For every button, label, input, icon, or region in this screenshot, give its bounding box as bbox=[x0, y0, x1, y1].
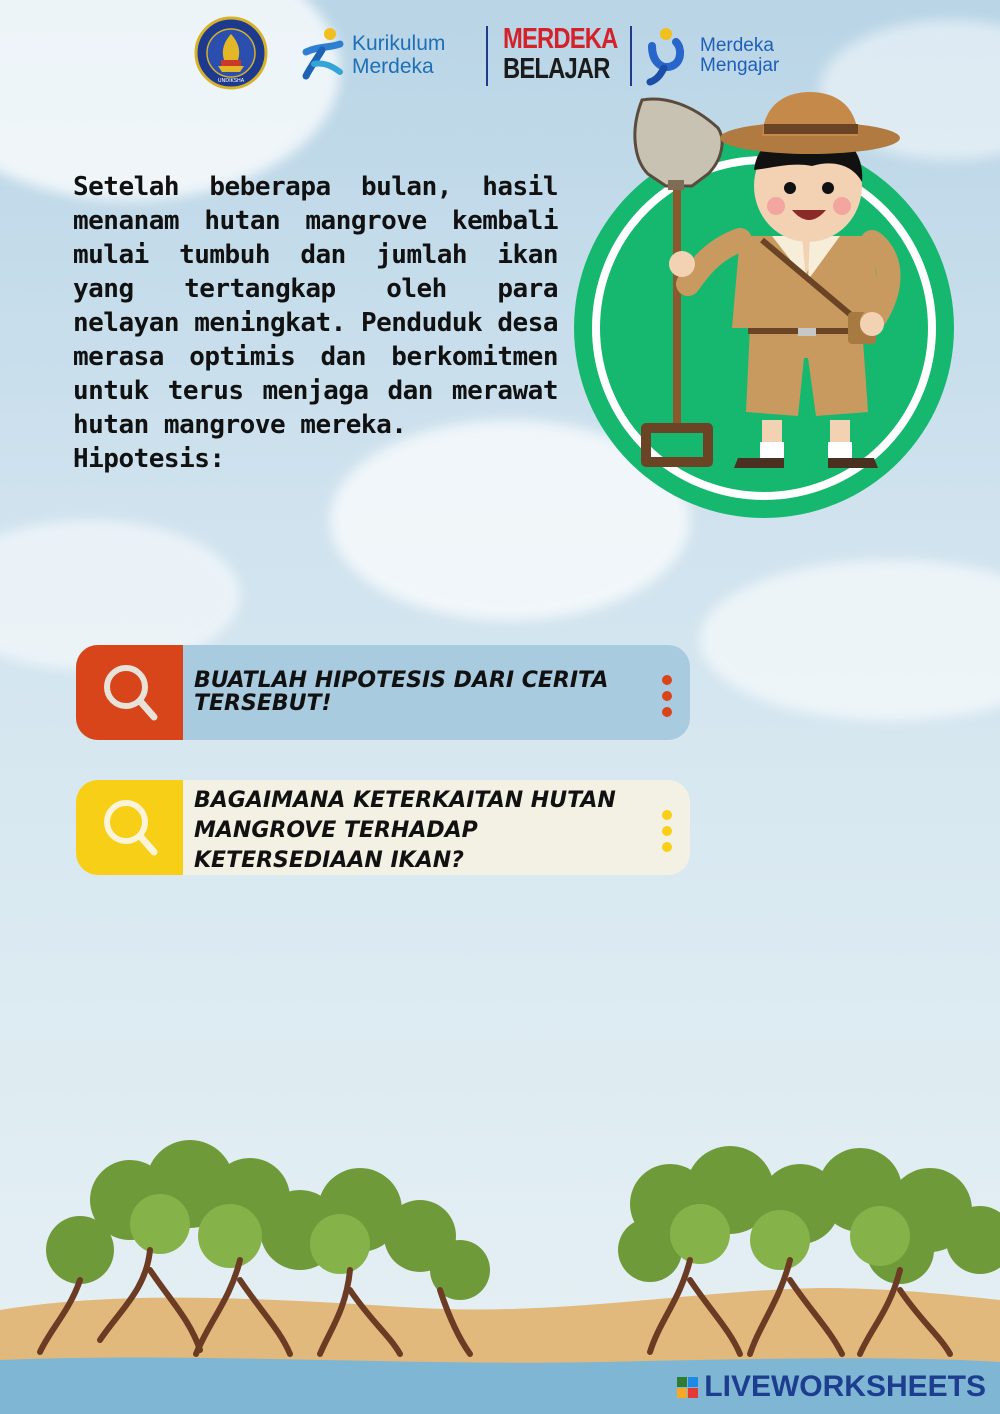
kurikulum-merdeka-text bbox=[352, 32, 445, 78]
story-text: Setelah beberapa bulan, hasil menanam hutan mangrove kembali mulai tumbuh dan jumlah ikan yang tertangkap oleh para nelayan meningkat. Penduduk desa merasa optimis dan berkomitmen untuk terus menjaga dan merawat hutan mangrove mereka. bbox=[73, 172, 558, 440]
kurikulum-line-2: Merdeka bbox=[352, 55, 434, 78]
hypothesis-label: Hipotesis: bbox=[73, 444, 225, 474]
kurikulum-line-1: Kurikulum bbox=[352, 32, 446, 55]
brand-text: LIVEWORKSHEETS bbox=[704, 1370, 986, 1403]
merdeka-mengajar-logo-icon bbox=[642, 26, 690, 86]
merdeka-belajar-line-1: MERDEKA bbox=[503, 23, 618, 55]
search-icon bbox=[76, 645, 183, 740]
kurikulum-merdeka-logo-icon bbox=[300, 26, 348, 82]
dots-vertical-icon[interactable] bbox=[662, 675, 672, 717]
mengajar-line-1: Merdeka bbox=[700, 35, 774, 56]
mengajar-line-2: Mengajar bbox=[700, 55, 780, 76]
question-text: BUATLAH HIPOTESIS DARI CERITA TERSEBUT! bbox=[194, 668, 609, 716]
svg-text:UNDIKSHA: UNDIKSHA bbox=[217, 78, 245, 84]
logo-header bbox=[190, 14, 810, 94]
story-paragraph bbox=[73, 170, 558, 476]
logo-divider bbox=[630, 26, 632, 86]
question-text: BAGAIMANA KETERKAITAN HUTAN MANGROVE TERHADAP KETERSEDIAAN IKAN? bbox=[194, 788, 616, 873]
search-icon-box bbox=[76, 645, 183, 740]
liveworksheets-brand[interactable] bbox=[677, 1370, 986, 1404]
search-icon bbox=[76, 780, 183, 875]
question-bar-2[interactable] bbox=[76, 780, 690, 875]
dots-vertical-icon[interactable] bbox=[662, 810, 672, 852]
logo-divider bbox=[486, 26, 488, 86]
question-bar-1[interactable] bbox=[76, 645, 690, 740]
university-seal-icon bbox=[194, 16, 268, 90]
liveworksheets-logo-icon bbox=[677, 1377, 698, 1398]
explorer-character-illustration bbox=[572, 90, 967, 535]
merdeka-belajar-line-2: BELAJAR bbox=[503, 53, 610, 85]
merdeka-belajar-logo bbox=[503, 24, 617, 84]
merdeka-mengajar-text bbox=[700, 36, 779, 76]
cloud bbox=[700, 560, 1000, 720]
search-icon-box bbox=[76, 780, 183, 875]
